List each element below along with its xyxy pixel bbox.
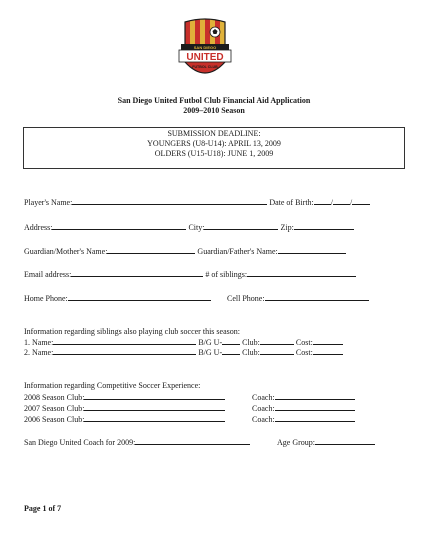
guardian-mother-label: Guardian/Mother's Name: xyxy=(24,247,108,256)
dob-day-blank[interactable] xyxy=(333,197,350,205)
age-group-row xyxy=(277,437,375,448)
sibling-1-bg-label: B/G U- xyxy=(198,338,223,347)
sibling-row-2 xyxy=(24,347,343,358)
sibling-2-cost-blank[interactable] xyxy=(313,347,343,355)
sibling-1-name-label: 1. Name: xyxy=(24,338,54,347)
season-2006-label: 2006 Season Club: xyxy=(24,415,85,424)
guardians-row xyxy=(24,246,346,257)
coach-2006-label: Coach: xyxy=(252,415,275,424)
home-phone-blank[interactable] xyxy=(68,293,211,301)
siblings-count-label: # of siblings: xyxy=(205,270,248,279)
sibling-2-cost-label: Cost: xyxy=(295,348,313,357)
dob-month-blank[interactable] xyxy=(314,197,331,205)
coach-2008-blank[interactable] xyxy=(275,392,355,400)
cell-phone-blank[interactable] xyxy=(265,293,369,301)
deadline-olders: OLDERS (U15-U18): JUNE 1, 2009 xyxy=(154,149,274,158)
sibling-1-bg-blank[interactable] xyxy=(222,337,240,345)
zip-label: Zip: xyxy=(280,223,294,232)
coach-2008-label: Coach: xyxy=(252,393,275,402)
deadline-youngers: YOUNGERS (U8-U14): APRIL 13, 2009 xyxy=(147,139,281,148)
competitive-heading: Information regarding Competitive Soccer Experience: xyxy=(24,381,201,390)
season-subtitle: 2009–2010 Season xyxy=(183,106,245,115)
players-name-label: Player's Name: xyxy=(24,198,73,207)
sibling-1-cost-blank[interactable] xyxy=(313,337,343,345)
season-2007-label: 2007 Season Club: xyxy=(24,404,85,413)
submission-deadline-box xyxy=(23,127,405,169)
city-blank[interactable] xyxy=(204,222,278,230)
sibling-2-name-blank[interactable] xyxy=(53,347,196,355)
logo-top-text: SAN DIEGO xyxy=(193,44,217,50)
coach-2006-blank[interactable] xyxy=(275,414,355,422)
season-2008-club-blank[interactable] xyxy=(84,392,225,400)
guardian-father-label: Guardian/Father's Name: xyxy=(197,247,278,256)
age-group-blank[interactable] xyxy=(315,437,375,445)
siblings-heading: Information regarding siblings also playing club soccer this season: xyxy=(24,327,240,336)
coach-row-2006 xyxy=(252,414,355,425)
cell-phone-label: Cell Phone: xyxy=(227,294,265,303)
sibling-1-club-label: Club: xyxy=(242,338,260,347)
sibling-2-bg-label: B/G U- xyxy=(198,348,223,357)
season-2006-club-blank[interactable] xyxy=(84,414,225,422)
sd-coach-row xyxy=(24,437,250,448)
competitive-row-2007 xyxy=(24,403,225,414)
sibling-2-bg-blank[interactable] xyxy=(222,347,240,355)
city-label: City: xyxy=(188,223,205,232)
season-2008-label: 2008 Season Club: xyxy=(24,393,85,402)
sibling-1-cost-label: Cost: xyxy=(295,338,313,347)
address-row xyxy=(24,222,354,233)
players-name-blank[interactable] xyxy=(72,197,267,205)
sibling-1-name-blank[interactable] xyxy=(53,337,196,345)
sibling-1-club-blank[interactable] xyxy=(260,337,294,345)
form-title: San Diego United Futbol Club Financial Aid Application xyxy=(117,96,311,105)
email-label: Email address: xyxy=(24,270,72,279)
zip-blank[interactable] xyxy=(294,222,354,230)
address-blank[interactable] xyxy=(52,222,186,230)
logo-bottom-text: FUTBOL CLUB xyxy=(192,65,218,69)
address-label: Address: xyxy=(24,223,53,232)
logo-main-text: UNITED xyxy=(186,52,224,63)
sibling-2-club-label: Club: xyxy=(242,348,260,357)
guardian-mother-blank[interactable] xyxy=(107,246,195,254)
deadline-heading: SUBMISSION DEADLINE: xyxy=(167,129,261,138)
page-number: Page 1 of 7 xyxy=(24,504,62,513)
competitive-row-2008 xyxy=(24,392,225,403)
sibling-2-club-blank[interactable] xyxy=(260,347,294,355)
coach-2007-label: Coach: xyxy=(252,404,275,413)
competitive-row-2006 xyxy=(24,414,225,425)
home-phone-label: Home Phone: xyxy=(24,294,68,303)
dob-label: Date of Birth: xyxy=(269,198,314,207)
siblings-count-blank[interactable] xyxy=(247,269,356,277)
sibling-2-name-label: 2. Name: xyxy=(24,348,54,357)
cell-phone-row xyxy=(227,293,369,304)
season-2007-club-blank[interactable] xyxy=(84,403,225,411)
sd-coach-blank[interactable] xyxy=(135,437,250,445)
phones-row xyxy=(24,293,211,304)
sd-coach-label: San Diego United Coach for 2009: xyxy=(24,438,136,447)
email-row xyxy=(24,269,356,280)
dob-year-blank[interactable] xyxy=(352,197,370,205)
coach-row-2007 xyxy=(252,403,355,414)
coach-2007-blank[interactable] xyxy=(275,403,355,411)
coach-row-2008 xyxy=(252,392,355,403)
email-blank[interactable] xyxy=(71,269,203,277)
players-name-row: Player's Name: Date of Birth: / / xyxy=(24,197,370,208)
age-group-label: Age Group: xyxy=(277,438,315,447)
guardian-father-blank[interactable] xyxy=(278,246,346,254)
club-logo xyxy=(177,18,233,88)
